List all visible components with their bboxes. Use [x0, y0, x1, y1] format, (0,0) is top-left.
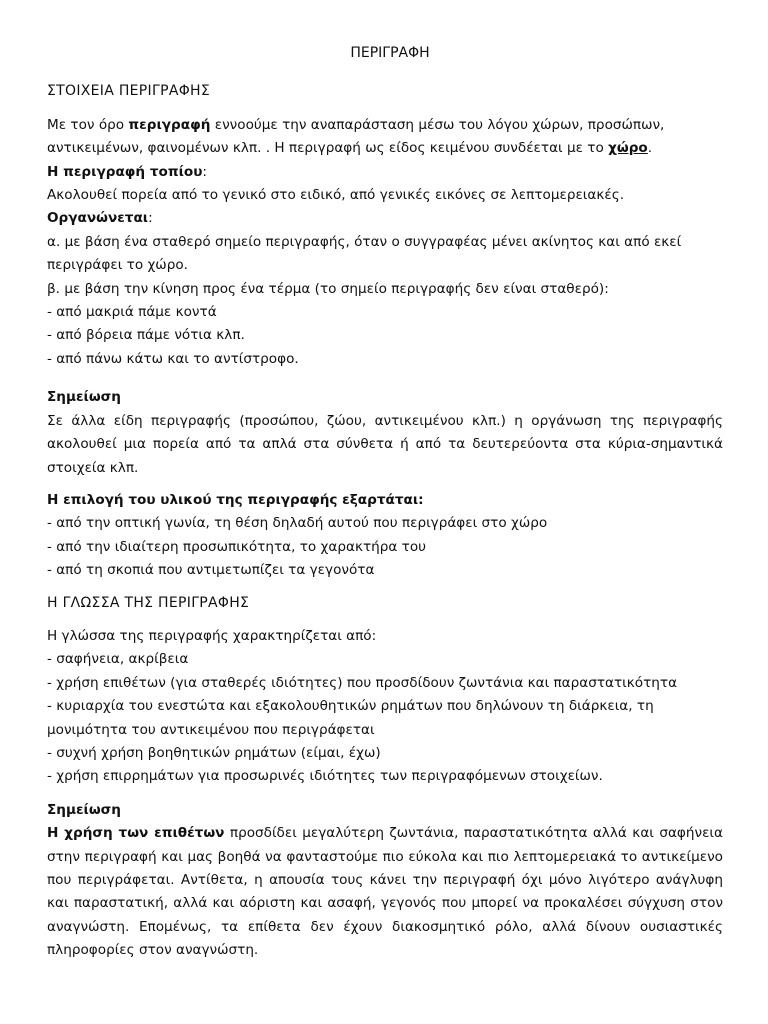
- note-label: [47, 799, 723, 822]
- colon: :: [148, 210, 153, 227]
- note-label-text: Σημείωση: [47, 801, 121, 818]
- material-label-line: [47, 489, 723, 512]
- organized-label: Οργανώνεται: [47, 210, 149, 227]
- list-item: - χρήση επιρρημάτων για προσωρινές ιδιότητες των περιγραφόμενων στοιχείων.: [47, 768, 603, 785]
- list-item: - σαφήνεια, ακρίβεια: [47, 651, 189, 668]
- page-title: ΠΕΡΙΓΡΑΦΗ: [350, 45, 430, 61]
- colon: :: [202, 163, 208, 180]
- list-item: - από βόρεια πάμε νότια κλπ.: [47, 327, 245, 344]
- organized-label-line: [47, 207, 723, 230]
- note-text: Σε άλλα είδη περιγραφής (προσώπου, ζώου, αντικειμένου κλπ.) η οργάνωση της περιγραφής ακολουθεί μια πορεία από τα απλά στα σύνθετα ή από τα δευτερεύοντα στα κύρια-σημαντικά στοιχεία κλπ.: [47, 412, 723, 476]
- note-body: προσδίδει μεγαλύτερη ζωντάνια, παραστατικότητα αλλά και σαφήνεια στην περιγραφή και μας βοηθά να φανταστούμε πιο εύκολα και πιο λεπτομερειακά το αντικείμενο που περιγράφεται. Αντίθετα, η απουσία τους κάνει την περιγραφή όχι μόνο λιγότερο ανάγλυφη και παραστατική, αλλά και αόριστη και ασαφή, γεγονός που μπορεί να προκαλέσει σύγχυση στον αναγνώστη. Επομένως, τα επίθετα δεν έχουν διακοσμητικό ρόλο, αλλά δίνουν ουσιαστικές πληροφορίες στον αναγνώστη.: [47, 825, 723, 959]
- term-space: χώρο: [608, 140, 648, 157]
- note-label: [47, 386, 723, 409]
- intro-text: .: [647, 140, 653, 157]
- language-intro: Η γλώσσα της περιγραφής χαρακτηρίζεται από:: [47, 627, 377, 644]
- list-item: - από την ιδιαίτερη προσωπικότητα, το χαρακτήρα του: [47, 538, 427, 555]
- item-b: β. με βάση την κίνηση προς ένα τέρμα (το σημείο περιγραφής δεν είναι σταθερό):: [47, 280, 609, 297]
- list-item: - κυριαρχία του ενεστώτα και εξακολουθητικών ρημάτων που δηλώνουν τη διάρκεια, τη: [47, 698, 654, 715]
- item-a-line-2: περιγράφει το χώρο.: [47, 257, 188, 274]
- intro-text: αντικειμένων, φαινομένων κλπ. . Η περιγραφή ως είδος κειμένου συνδέεται με το: [47, 140, 609, 157]
- landscape-text: Ακολουθεί πορεία από το γενικό στο ειδικό, από γενικές εικόνες σε λεπτομερειακές.: [47, 187, 625, 204]
- list-item: - συχνή χρήση βοηθητικών ρημάτων (είμαι, έχω): [47, 744, 381, 761]
- material-label: Η επιλογή του υλικού της περιγραφής εξαρτάται:: [47, 491, 424, 508]
- intro-line-2: [47, 137, 723, 160]
- section-heading-language: Η ΓΛΩΣΣΑ ΤΗΣ ΠΕΡΙΓΡΑΦΗΣ: [47, 594, 250, 611]
- note-label-text: Σημείωση: [47, 389, 121, 406]
- intro-text: Με τον όρο: [47, 116, 129, 133]
- note-text: [47, 822, 723, 962]
- list-item: - από μακριά πάμε κοντά: [47, 304, 217, 321]
- note-bold-lead: Η χρήση των επιθέτων: [47, 825, 225, 842]
- list-item: - από πάνω κάτω και το αντίστροφο.: [47, 350, 299, 367]
- term-description: περιγραφή: [128, 116, 211, 133]
- document-page: [47, 42, 723, 963]
- list-item: - από τη σκοπιά που αντιμετωπίζει τα γεγονότα: [47, 562, 375, 579]
- landscape-label-line: [47, 161, 723, 184]
- intro-text: εννοούμε την αναπαράσταση μέσω του λόγου χώρων, προσώπων,: [210, 116, 665, 133]
- list-item: - χρήση επιθέτων (για σταθερές ιδιότητες) που προσδίδουν ζωντάνια και παραστατικότητα: [47, 674, 678, 691]
- section-heading-elements: ΣΤΟΙΧΕΙΑ ΠΕΡΙΓΡΑΦΗΣ: [47, 83, 210, 100]
- intro-line-1: [47, 114, 723, 137]
- list-item: μονιμότητα του αντικειμένου που περιγράφεται: [47, 721, 375, 738]
- landscape-label: Η περιγραφή τοπίου: [47, 163, 203, 180]
- item-a-line-1: α. με βάση ένα σταθερό σημείο περιγραφής, όταν ο συγγραφέας μένει ακίνητος και από εκεί: [47, 233, 682, 250]
- list-item: - από την οπτική γωνία, τη θέση δηλαδή αυτού που περιγράφει στο χώρο: [47, 515, 548, 532]
